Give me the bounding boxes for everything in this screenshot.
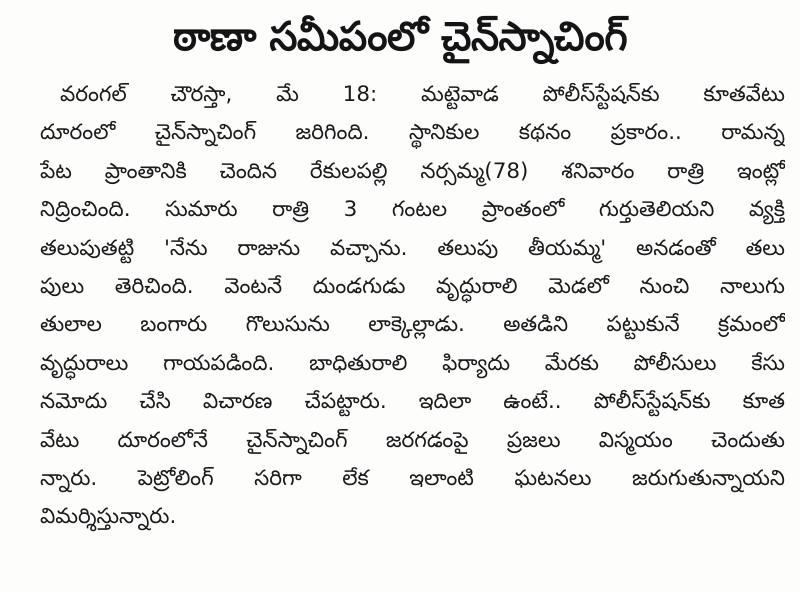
article-line: తలుపుతట్టి 'నేను రాజును వచ్చాను. తలుపు తీయమ్మ' అనడంతో తలు [40,235,785,261]
article-line: న్నారు. పెట్రోలింగ్ సరిగా లేక ఇలాంటి ఘటనలు జరుగుతున్నాయని [40,465,785,491]
article-line: తులాల బంగారు గొలుసును లాక్కెల్లాడు. అతడిని పట్టుకునే క్రమంలో [40,312,785,338]
article-line: నమోదు చేసి విచారణ చేపట్టారు. ఇదిలా ఉంటే.. పోలీస్‌స్టేషన్‌కు కూత [40,389,785,415]
article-headline: ఠాణా సమీపంలో చైన్‌స్నాచింగ్ [172,14,628,60]
article-line: వృద్ధురాలు గాయపడింది. బాధితురాలి ఫిర్యాదు మేరకు పోలీసులు కేసు [40,350,785,376]
article-line: పులు తెరిచింది. వెంటనే దుండగుడు వృద్ధురాలి మెడలో నుంచి నాలుగు [40,273,785,299]
article-line: వేటు దూరంలోనే చైన్‌స్నాచింగ్ జరగడంపై ప్రజలు విస్మయం చెందుతు [40,427,785,453]
article-line: నిద్రించింది. సుమారు రాత్రి 3 గంటల ప్రాంతంలో గుర్తుతెలియని వ్యక్తి [40,197,785,223]
article-line: వరంగల్ చౌరస్తా, మే 18: మట్టెవాడ పోలీస్‌స్టేషన్‌కు కూతవేటు [60,82,785,107]
article-line: పేట ప్రాంతానికి చెందిన రేకులపల్లి నర్సమ్మ(78) శనివారం రాత్రి ఇంట్లో [40,158,785,184]
article-line: విమర్శిస్తున్నారు. [40,504,177,530]
article-line: దూరంలో చైన్‌స్నాచింగ్ జరిగింది. స్థానికుల కథనం ప్రకారం.. రామన్న [40,120,785,146]
article-body [40,76,785,537]
